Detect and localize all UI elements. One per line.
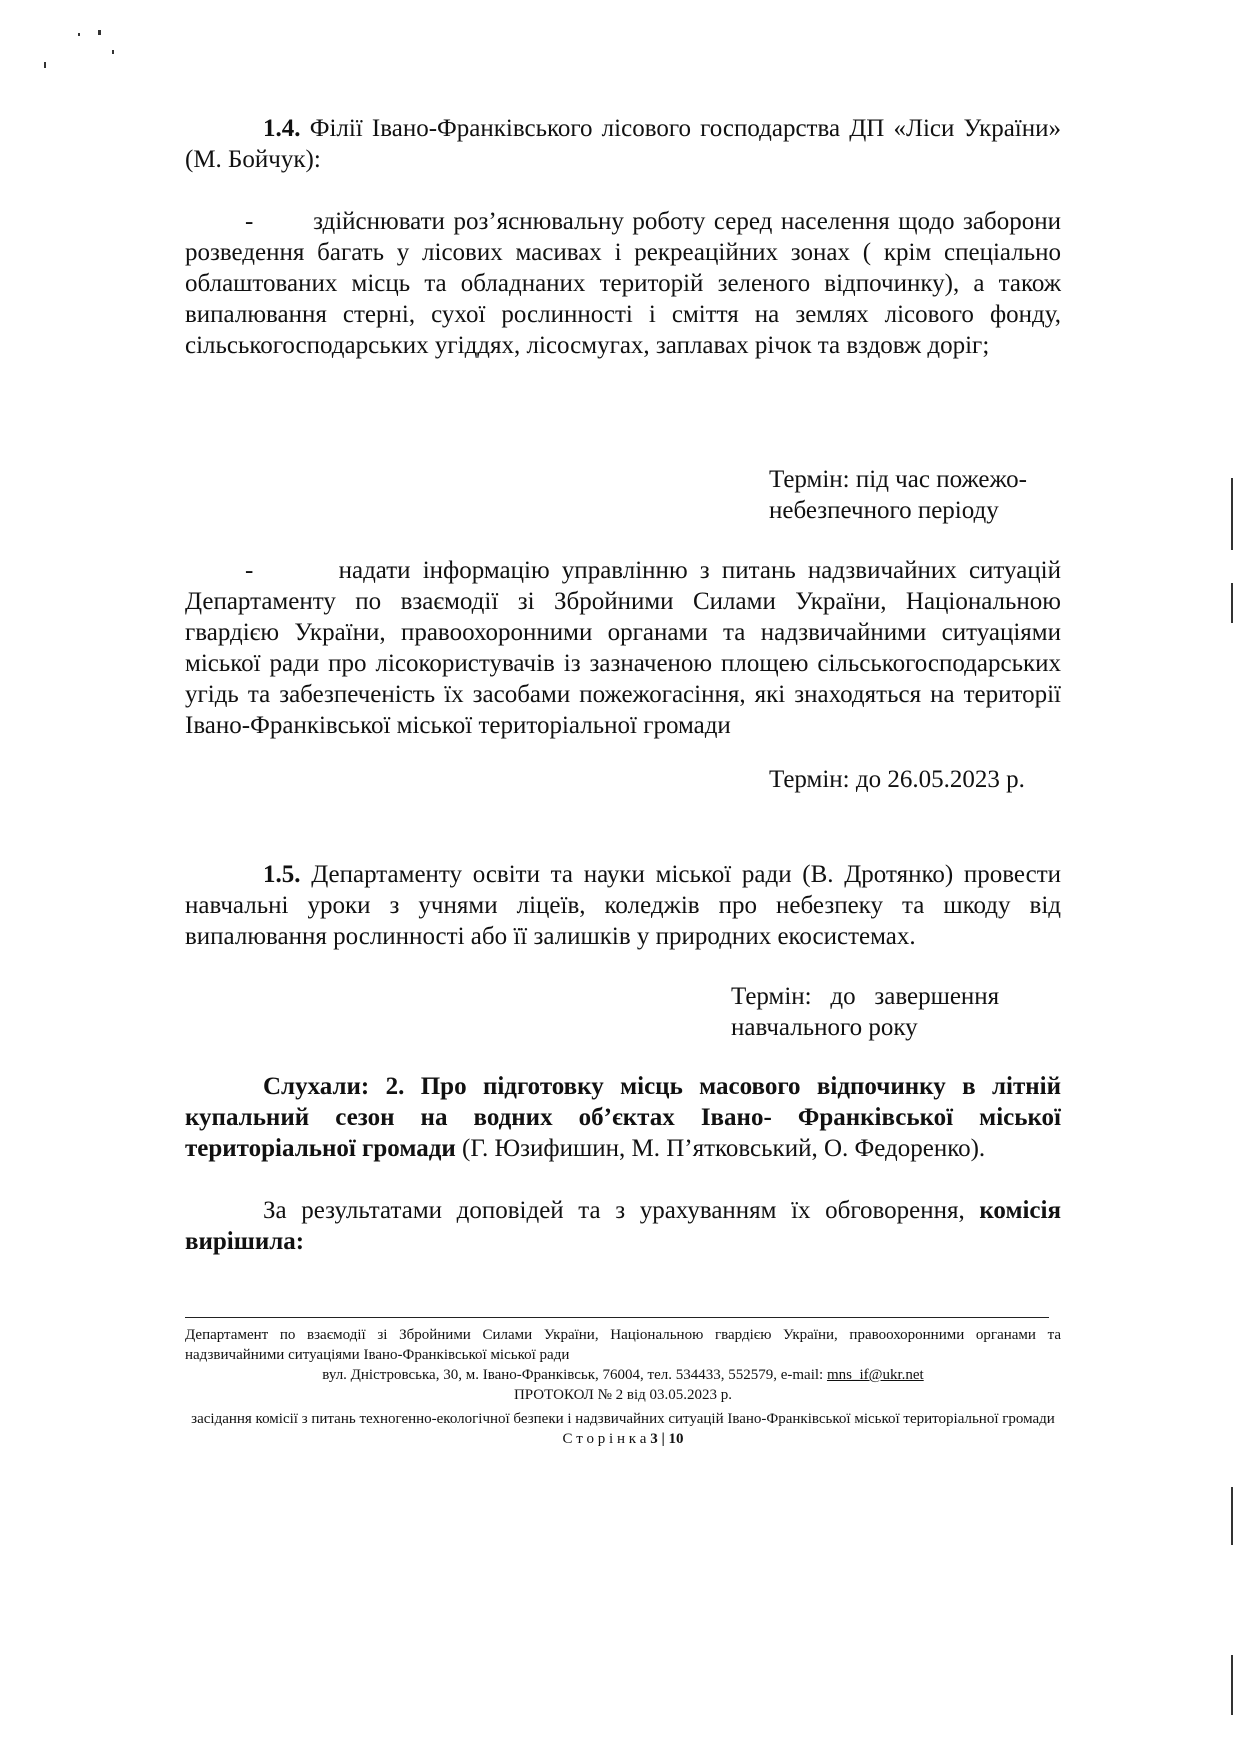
item-2-term: Термін: до 26.05.2023 р. [769,766,1025,793]
scan-margin-line [1231,1655,1233,1715]
footer-protocol: ПРОТОКОЛ № 2 від 03.05.2023 р. [513,1387,733,1403]
footer-meeting: засідання комісії з питань техногенно-екологічної безпеки і надзвичайних ситуацій Івано-Франківської міської територіальної громади [191,1411,1055,1427]
section-1-5-number: 1.5. [263,861,301,888]
section-1-5-term-line2: навчального року [731,1014,918,1041]
decision [185,1195,1061,1257]
footer-divider [185,1317,1049,1318]
heard-2 [185,1071,1061,1164]
footer-page-label: С т о р і н к а [562,1431,651,1447]
scan-margin-line [1231,1487,1233,1545]
section-1-5-text: Департаменту освіти та науки міської ради (В. Дротянко) провести навчальні уроки з учнями ліцеїв, коледжів про небезпеку та шкоду від випалювання рослинності або її залишків у природних екосистемах. [185,861,1062,950]
scan-speck [98,30,101,35]
heard-2-title: Слухали: 2. Про підготовку місць масового відпочинку в літній купальний сезон на водних об’єктах Івано- Франківської міської територіальної громади [185,1073,1061,1162]
scan-margin-line [1231,478,1233,550]
footer-page-number: 3 | 10 [650,1431,684,1447]
section-1-4-text: Філії Івано-Франківського лісового господарства ДП «Ліси України» (М. Бойчук): [185,115,1062,173]
item-1-term-line2: небезпечного періоду [769,497,999,524]
heard-2-speakers: (Г. Юзифишин, М. П’ятковський, О. Федоренко). [455,1135,986,1162]
scan-speck [44,62,46,68]
section-1-4 [185,113,1061,175]
footer-department: Департамент по взаємодії зі Збройними Силами України, Національною гвардією України, правоохоронними органами та надзвичайними ситуаціями Івано-Франківської міської ради [185,1327,1061,1363]
section-1-4-number: 1.4. [263,115,301,142]
footer-email-link[interactable]: mns_if@ukr.net [826,1367,924,1383]
decision-text: За результатами доповідей та з урахуванням їх обговорення, [263,1197,980,1224]
scan-speck [78,33,80,36]
item-1-term-line1: Термін: під час пожежо- [769,466,1027,493]
footer-page [185,1429,1061,1449]
footer-address-line [185,1365,1061,1385]
footer-address: вул. Дністровська, 30, м. Івано-Франківськ, 76004, тел. 534433, 552579, e-mail: [322,1367,827,1383]
section-1-5-term-line1: Термін: до завершення [731,983,1000,1010]
section-1-5 [185,859,1061,952]
footer [185,1325,1061,1449]
item-2-text: - надати інформацію управлінню з питань надзвичайних ситуацій Департаменту по взаємодії зі Збройними Силами України, Національною гвардією України, правоохоронними органами та надзвичайними ситуаціями міської ради про лісокористувачів із зазначеною площею сільськогосподарських угідь та забезпеченість їх засобами пожежогасіння, які знаходяться на території Івано-Франківської міської територіальної громади [185,557,1061,739]
item-1-text: - здійснювати роз’яснювальну роботу серед населення щодо заборони розведення багать у лісових масивах і рекреаційних зонах ( крім спеціально облаштованих місць та обладнаних територій зеленого відпочинку), а також випалювання стерні, сухої рослинності і сміття на землях лісового фонду, сільськогосподарських угіддях, лісосмугах, заплавах річок та вздовж доріг; [185,208,1061,359]
scan-speck [112,50,114,54]
scan-margin-line [1231,583,1233,623]
decision-bold: комісія вирішила: [185,1197,1061,1255]
